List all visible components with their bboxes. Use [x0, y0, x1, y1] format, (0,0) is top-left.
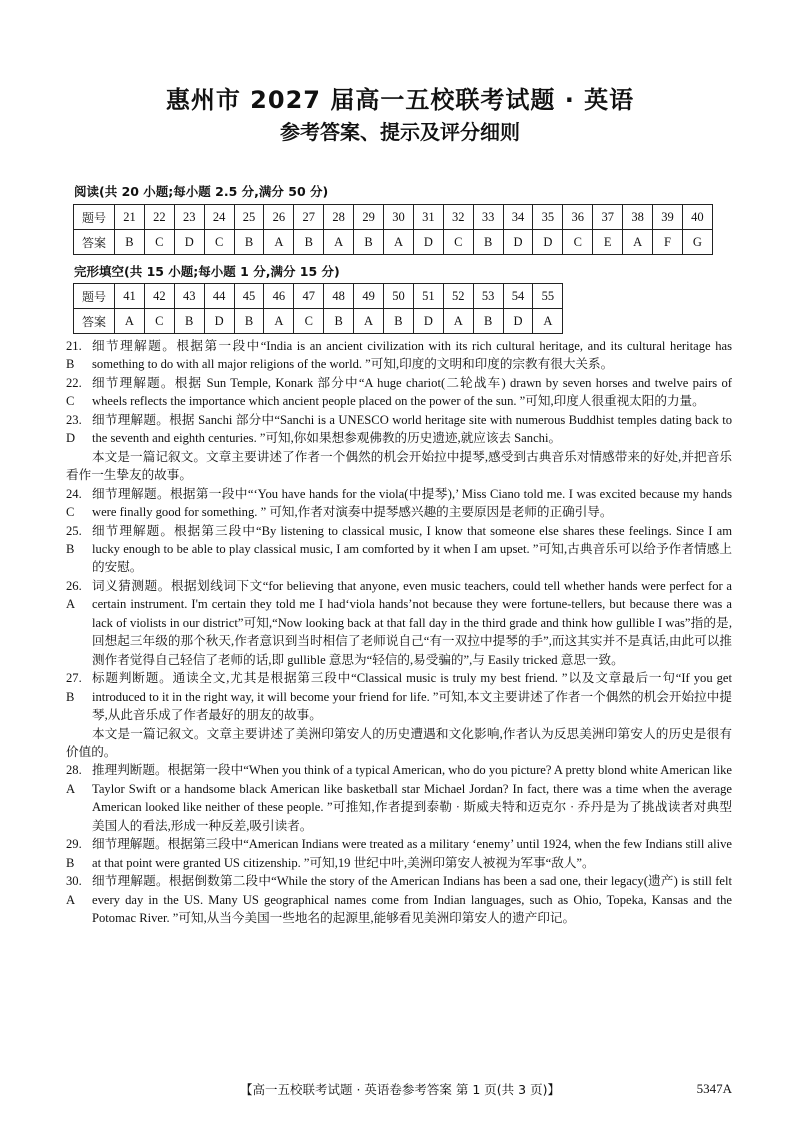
reading-question-number: 34 [503, 205, 533, 230]
question-number: 28. A [66, 763, 82, 796]
reading-question-number: 21 [115, 205, 145, 230]
passage-b-summary: 本文是一篇记叙文。文章主要讲述了作者一个偶然的机会开始拉中提琴,感受到古典音乐对情感带来的好处,并把音乐看作一生挚友的故事。 [66, 449, 732, 483]
cloze-answer-letter: A [264, 309, 294, 334]
reading-question-number: 40 [682, 205, 712, 230]
explanation-text: 细节理解题。根据倒数第二段中“While the story of the American Indians has been a sad one, their legacy(遗产) is still felt every day in the US. Many US geographical names come from Indian languages, such as Ohio, Topeka, Kansas and the Potomac River. ”可知,从当今美国一些地名的起源里,能够看见美洲印第安人的遗产印记。 [92, 874, 732, 926]
explanation-23 [66, 411, 732, 448]
reading-answer-table [73, 204, 713, 255]
reading-answer-letter: E [593, 230, 623, 255]
cloze-question-number: 46 [264, 284, 294, 309]
question-number: 24. C [66, 486, 82, 520]
explanations [66, 337, 732, 928]
reading-answer-letter: F [653, 230, 683, 255]
reading-question-number: 31 [413, 205, 443, 230]
reading-question-number: 35 [533, 205, 563, 230]
cloze-answer-letter: B [473, 309, 503, 334]
question-number: 25. B [66, 523, 82, 556]
cloze-answer-letter: B [174, 309, 204, 334]
reading-number-row [74, 205, 713, 230]
reading-answer-label: 答案 [74, 230, 115, 255]
reading-answer-letter: B [473, 230, 503, 255]
reading-answer-letter: C [144, 230, 174, 255]
reading-question-number: 25 [234, 205, 264, 230]
reading-section-heading: 阅读(共 20 小题;每小题 2.5 分,满分 50 分) [74, 184, 329, 199]
reading-answer-letter: A [264, 230, 294, 255]
cloze-question-number: 53 [473, 284, 503, 309]
reading-answer-letter: C [443, 230, 473, 255]
question-number: 30. A [66, 874, 82, 907]
cloze-question-number: 49 [354, 284, 384, 309]
explanation-27 [66, 669, 732, 724]
reading-answer-letter: B [115, 230, 145, 255]
cloze-question-number: 48 [324, 284, 354, 309]
reading-question-number: 27 [294, 205, 324, 230]
reading-answer-letter: D [503, 230, 533, 255]
cloze-answer-letter: B [234, 309, 264, 334]
explanation-text: 细节理解题。根据第三段中“By listening to classical music, I know that someone else shares these feelings. Since I am lucky enough to be able to play classical music, I am comforted by it when I am upset. ”可知,古典音乐可以给予作者情感上的安慰。 [92, 523, 732, 575]
question-number: 29. B [66, 837, 82, 870]
explanation-26 [66, 577, 732, 669]
cloze-number-label: 题号 [74, 284, 115, 309]
cloze-answer-letter: D [503, 309, 533, 334]
reading-question-number: 28 [324, 205, 354, 230]
reading-answer-letter: A [324, 230, 354, 255]
reading-question-number: 39 [653, 205, 683, 230]
cloze-question-number: 51 [413, 284, 443, 309]
reading-question-number: 23 [174, 205, 204, 230]
explanation-text: 推理判断题。根据第一段中“When you think of a typical American, who do you picture? A pretty blond white American like Taylor Swift or a handsome black American like basketball star Michael Jordan? In fact, there was a time when the average American looked like neither of these people. ”可推知,作者提到泰勒 · 斯威夫特和迈克尔 · 乔丹是为了挑战读者对典型美国人的看法,形成一种反差,吸引读者。 [92, 763, 732, 833]
cloze-question-number: 50 [384, 284, 414, 309]
cloze-answer-label: 答案 [74, 309, 115, 334]
question-number: 21. B [66, 339, 82, 372]
page-footer: 【高一五校联考试题 · 英语卷参考答案 第 1 页(共 3 页)】 [240, 1082, 560, 1097]
question-number: 23. D [66, 412, 82, 446]
reading-answer-letter: B [294, 230, 324, 255]
cloze-question-number: 41 [115, 284, 145, 309]
reading-question-number: 26 [264, 205, 294, 230]
page-subtitle: 参考答案、提示及评分细则 [280, 120, 520, 144]
reading-answer-letter: D [174, 230, 204, 255]
cloze-answer-table [73, 283, 563, 334]
reading-answer-letter: C [563, 230, 593, 255]
cloze-question-number: 42 [144, 284, 174, 309]
reading-question-number: 38 [623, 205, 653, 230]
reading-question-number: 32 [443, 205, 473, 230]
reading-answer-letter: C [204, 230, 234, 255]
reading-question-number: 29 [354, 205, 384, 230]
cloze-answer-letter: D [204, 309, 234, 334]
passage-c-summary: 本文是一篇记叙文。文章主要讲述了美洲印第安人的历史遭遇和文化影响,作者认为反思美洲印第安人的历史是很有价值的。 [66, 726, 732, 759]
cloze-answer-letter: C [144, 309, 174, 334]
cloze-number-row [74, 284, 563, 309]
cloze-answer-letter: B [324, 309, 354, 334]
explanation-text: 细节理解题。根据第一段中“‘You have hands for the viola(中提琴),’ Miss Ciano told me. I was excited because my hands were finally good for something. ” 可知,作者对演奏中提琴感兴趣的主要原因是老师的正确引导。 [92, 486, 732, 520]
cloze-question-number: 55 [533, 284, 563, 309]
page-title: 惠州市 2027 届高一五校联考试题 · 英语 [165, 86, 635, 114]
explanation-text: 词义猜测题。根据划线词下文“for believing that anyone, even music teachers, could tell whether hands were perfect for a certain instrument. I'm certain they told me I had‘viola hands’not because they were fortune-tellers, but because there was a lack of violists in our district”可知,“Now looking back at that fall day in the third grade and think how gullible I was”指的是,回想起三年级的那个秋天,作者意识到当时相信了老师说自己“有一双拉中提琴的手”,而这其实并不是真话,由此可以推测作者觉得自己轻信了老师的话,即 gullible 意思为“轻信的,易受骗的”,与 Easily tricked 意思一致。 [92, 578, 732, 667]
explanation-21 [66, 337, 732, 374]
reading-number-label: 题号 [74, 205, 115, 230]
cloze-question-number: 43 [174, 284, 204, 309]
explanation-28 [66, 761, 732, 835]
reading-question-number: 24 [204, 205, 234, 230]
reading-answer-letter: B [234, 230, 264, 255]
cloze-answer-letter: D [413, 309, 443, 334]
reading-answer-letter: G [682, 230, 712, 255]
explanation-text: 细节理解题。根据 Sanchi 部分中“Sanchi is a UNESCO world heritage site with numerous Buddhist temples dating back to the seventh and eighth centuries. ”可知,你如果想参观佛教的历史遗迹,就应该去 Sanchi。 [92, 412, 732, 446]
explanation-29 [66, 835, 732, 872]
paper-code: 5347A [696, 1081, 732, 1096]
reading-answer-letter: A [623, 230, 653, 255]
cloze-answer-letter: A [533, 309, 563, 334]
reading-answer-letter: D [533, 230, 563, 255]
explanation-text: 细节理解题。根据第三段中“American Indians were treated as a military ‘enemy’ until 1924, when the few Indians still alive at that point were granted US citizenship. ”可知,19 世纪中叶,美洲印第安人被视为军事“敌人”。 [92, 837, 732, 870]
explanation-22 [66, 374, 732, 411]
explanation-text: 细节理解题。根据 Sun Temple, Konark 部分中“A huge chariot(二轮战车) drawn by seven horses and twelve pairs of wheels reflects the importance which ancient people placed on the power of the sun. ”可知,印度人很重视太阳的力量。 [92, 375, 732, 409]
question-number: 26. A [66, 578, 82, 612]
cloze-section-heading: 完形填空(共 15 小题;每小题 1 分,满分 15 分) [74, 264, 340, 279]
reading-answer-letter: D [413, 230, 443, 255]
cloze-answer-row [74, 309, 563, 334]
reading-question-number: 37 [593, 205, 623, 230]
cloze-question-number: 45 [234, 284, 264, 309]
reading-answer-letter: A [384, 230, 414, 255]
reading-answer-row [74, 230, 713, 255]
question-number: 27. B [66, 671, 82, 704]
explanation-30 [66, 872, 732, 927]
cloze-answer-letter: A [354, 309, 384, 334]
explanation-text: 细节理解题。根据第一段中“India is an ancient civilization with its rich cultural heritage, and its cultural heritage has something to do with all major religions of the world. ”可知,印度的文明和印度的宗教有很大关系。 [92, 339, 732, 372]
reading-question-number: 22 [144, 205, 174, 230]
cloze-answer-letter: A [443, 309, 473, 334]
cloze-answer-letter: B [384, 309, 414, 334]
explanation-25 [66, 522, 732, 577]
reading-question-number: 36 [563, 205, 593, 230]
cloze-answer-letter: A [115, 309, 145, 334]
explanation-24 [66, 485, 732, 522]
reading-question-number: 30 [384, 205, 414, 230]
cloze-question-number: 52 [443, 284, 473, 309]
reading-answer-letter: B [354, 230, 384, 255]
cloze-question-number: 47 [294, 284, 324, 309]
cloze-answer-letter: C [294, 309, 324, 334]
question-number: 22. C [66, 375, 82, 409]
cloze-question-number: 44 [204, 284, 234, 309]
reading-question-number: 33 [473, 205, 503, 230]
explanation-text: 标题判断题。通读全文,尤其是根据第三段中“Classical music is truly my best friend. ”以及文章最后一句“If you get introduced to it in the right way, it will become your friend for life. ”可知,本文主要讲述了作者一个偶然的机会开始拉中提琴,从此音乐成了作者最好的朋友的故事。 [92, 671, 732, 723]
cloze-question-number: 54 [503, 284, 533, 309]
